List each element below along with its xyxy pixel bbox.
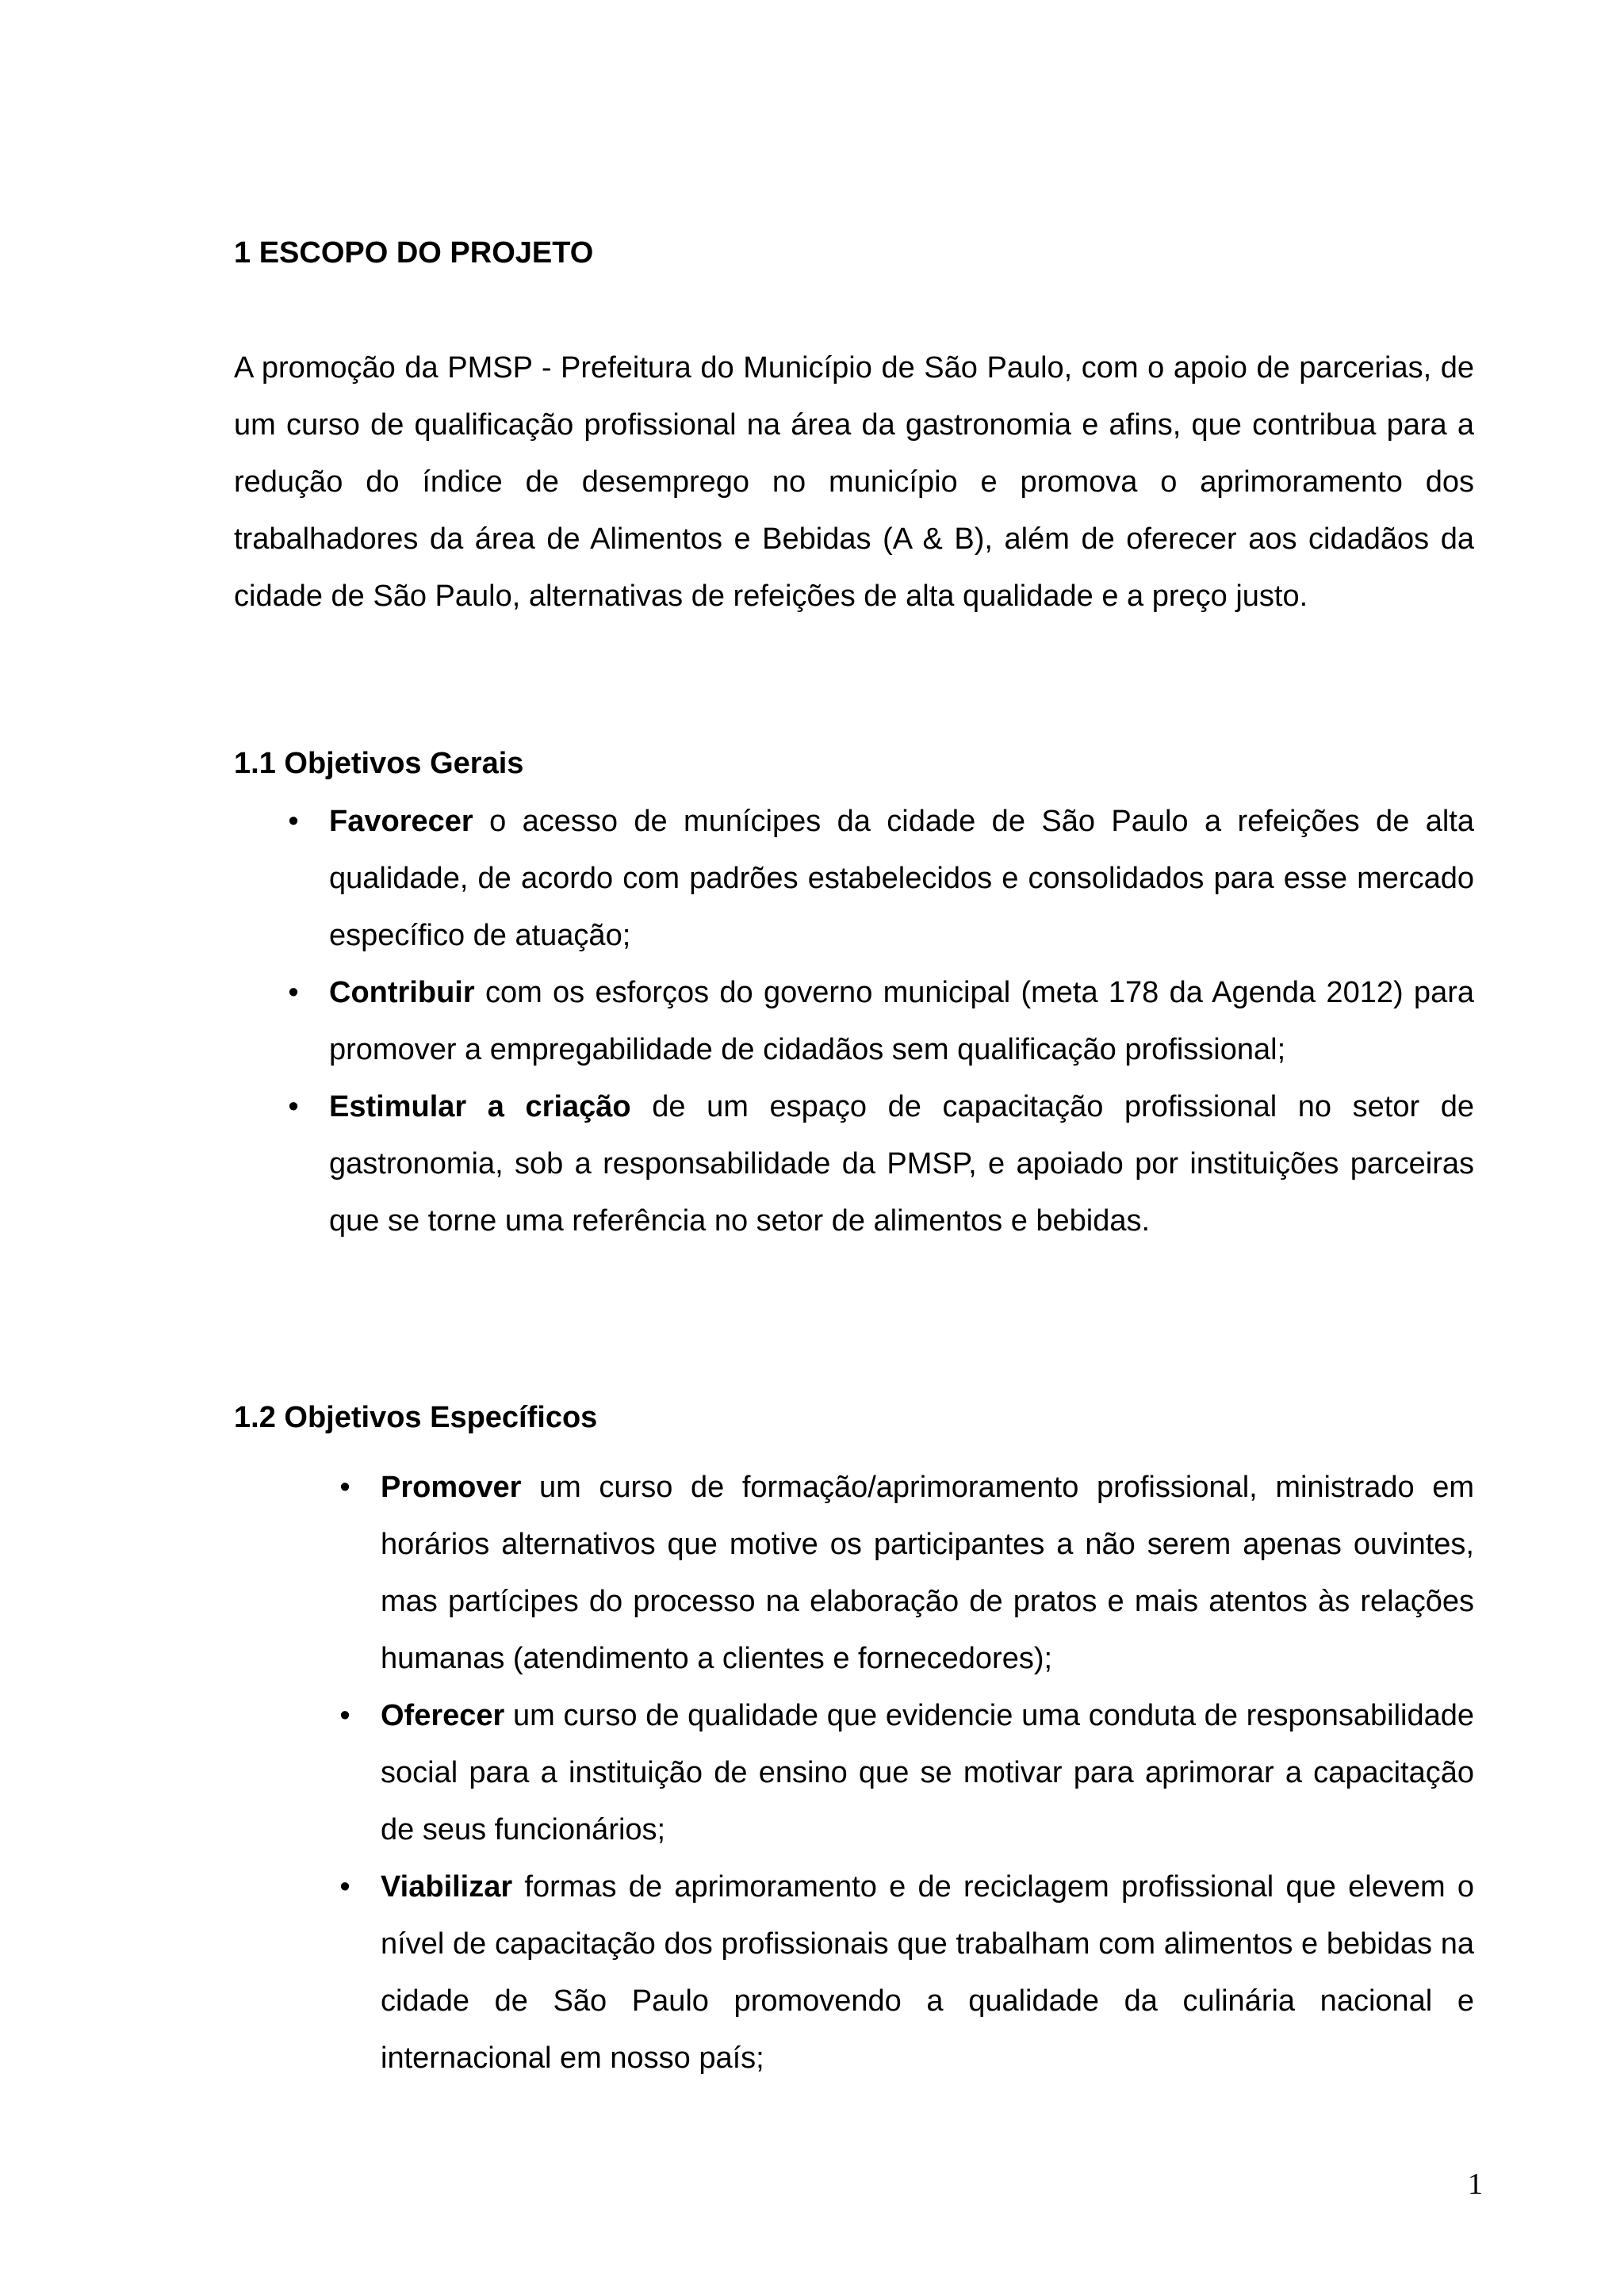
item-text: formas de aprimoramento e de reciclagem profissional que elevem o nível de capacitação dos profissionais que trabalham com alimentos e bebidas na cidade de São Paulo promovendo a qualidade da culinária nacional e internacional em nosso país; bbox=[381, 1870, 1474, 2075]
item-text: um curso de formação/aprimoramento profissional, ministrado em horários alternativos que motive os participantes a não serem apenas ouvintes, mas partícipes do processo na elaboração de pratos e mais atentos às relações humanas (atendimento a clientes e fornecedores); bbox=[381, 1471, 1474, 1675]
list-item bbox=[329, 1858, 1474, 2087]
item-lead: Promover bbox=[381, 1471, 522, 1504]
bullet-icon: • bbox=[339, 1471, 350, 1504]
list-item bbox=[278, 1078, 1474, 1249]
objetivos-especificos-heading: 1.2 Objetivos Específicos bbox=[234, 1401, 598, 1434]
bullet-icon: • bbox=[288, 976, 299, 1009]
bullet-icon: • bbox=[288, 805, 299, 838]
bullet-icon: • bbox=[339, 1699, 350, 1732]
item-lead: Oferecer bbox=[381, 1699, 505, 1732]
objetivos-gerais-heading: 1.1 Objetivos Gerais bbox=[234, 747, 524, 780]
objetivos-gerais-list bbox=[278, 793, 1474, 1249]
objetivos-especificos-list bbox=[329, 1459, 1474, 2087]
section-heading: 1 ESCOPO DO PROJETO bbox=[234, 236, 594, 270]
item-lead: Contribuir bbox=[329, 976, 475, 1009]
item-text: um curso de qualidade que evidencie uma conduta de responsabilidade social para a instituição de ensino que se motivar para aprimorar a capacitação de seus funcionários; bbox=[381, 1699, 1474, 1846]
item-text: de um espaço de capacitação profissional no setor de gastronomia, sob a responsabilidade da PMSP, e apoiado por instituições parceiras que se torne uma referência no setor de alimentos e bebidas. bbox=[329, 1090, 1475, 1238]
list-item bbox=[278, 793, 1474, 964]
item-lead: Viabilizar bbox=[381, 1870, 513, 1904]
bullet-icon: • bbox=[288, 1090, 299, 1123]
intro-paragraph: A promoção da PMSP - Prefeitura do Município de São Paulo, com o apoio de parcerias, de um curso de qualificação profissional na área da gastronomia e afins, que contribua para a redução do índice de desemprego no município e promova o aprimoramento dos trabalhadores da área de Alimentos e Bebidas (A & B), além de oferecer aos cidadãos da cidade de São Paulo, alternativas de refeições de alta qualidade e a preço justo. bbox=[234, 351, 1474, 613]
item-lead: Estimular a criação bbox=[329, 1090, 631, 1123]
list-item bbox=[329, 1459, 1474, 1687]
page-number: 1 bbox=[1468, 2168, 1483, 2201]
item-text: com os esforços do governo municipal (meta 178 da Agenda 2012) para promover a empregabilidade de cidadãos sem qualificação profissional; bbox=[329, 976, 1474, 1066]
list-item bbox=[278, 964, 1474, 1078]
list-item bbox=[329, 1687, 1474, 1858]
bullet-icon: • bbox=[339, 1870, 350, 1904]
item-text: o acesso de munícipes da cidade de São Paulo a refeições de alta qualidade, de acordo com padrões estabelecidos e consolidados para esse mercado específico de atuação; bbox=[329, 805, 1474, 952]
item-lead: Favorecer bbox=[329, 805, 473, 838]
